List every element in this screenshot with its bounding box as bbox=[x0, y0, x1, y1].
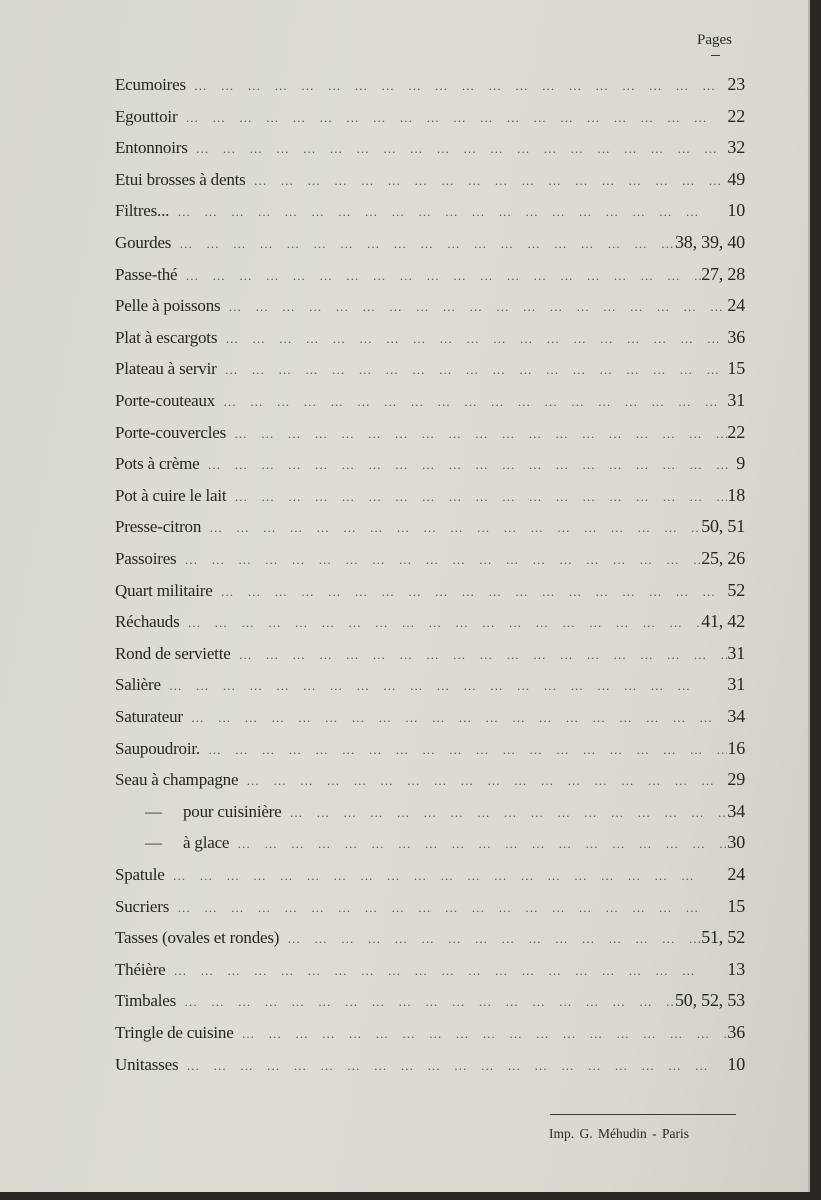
index-entry bbox=[115, 200, 745, 224]
entry-label bbox=[115, 833, 229, 853]
entry-label bbox=[115, 265, 177, 285]
index-entry bbox=[115, 801, 745, 825]
entry-page-numbers: 32 bbox=[727, 137, 745, 158]
entry-label bbox=[115, 739, 200, 759]
dot-leader bbox=[180, 615, 702, 631]
entry-page-numbers: 16 bbox=[727, 737, 745, 758]
index-entry bbox=[115, 106, 745, 130]
index-entry bbox=[115, 327, 745, 351]
dot-leader bbox=[199, 457, 736, 473]
entry-page-numbers: 27, 28 bbox=[701, 263, 745, 284]
entry-label-text: Presse-citron bbox=[115, 517, 202, 537]
entry-label-text: Tasses (ovales et rondes) bbox=[115, 928, 280, 948]
dot-leader bbox=[177, 110, 727, 126]
dot-leader bbox=[176, 552, 701, 568]
index-entry bbox=[115, 580, 745, 604]
entry-label bbox=[115, 107, 177, 127]
index-entry bbox=[115, 738, 745, 762]
dot-leader bbox=[178, 1058, 727, 1074]
ditto-dash: — bbox=[145, 833, 162, 853]
entry-page-numbers: 34 bbox=[727, 706, 745, 726]
index-entry bbox=[115, 611, 745, 635]
index-entry bbox=[115, 358, 745, 382]
dot-leader bbox=[215, 394, 727, 410]
dot-leader bbox=[234, 1026, 728, 1042]
heading-underline bbox=[711, 55, 720, 56]
index-entry bbox=[115, 137, 745, 161]
index-entry bbox=[115, 674, 745, 698]
entry-label-text: Timbales bbox=[115, 991, 177, 1011]
entry-label-text: Ecumoires bbox=[115, 75, 186, 94]
pages-column-heading: Pages bbox=[697, 32, 732, 48]
index-entry bbox=[115, 548, 745, 572]
entry-label bbox=[115, 675, 161, 695]
entry-page-numbers: 10 bbox=[727, 200, 745, 221]
entry-label-text: Plateau à servir bbox=[115, 359, 217, 379]
index-entry bbox=[115, 706, 745, 730]
entry-label bbox=[115, 170, 246, 190]
dot-leader bbox=[188, 141, 728, 157]
entry-page-numbers: 36 bbox=[727, 1022, 745, 1042]
entry-label bbox=[115, 359, 217, 379]
entry-page-numbers: 18 bbox=[727, 484, 745, 505]
footer-rule bbox=[550, 1114, 736, 1115]
entry-page-numbers: 31 bbox=[727, 390, 745, 410]
index-entry bbox=[115, 74, 745, 98]
entry-page-numbers: 9 bbox=[736, 453, 745, 474]
entry-page-numbers: 52 bbox=[727, 579, 745, 600]
dot-leader bbox=[229, 836, 727, 852]
index-entry bbox=[115, 896, 745, 920]
entry-label-text: Tringle de cuisine bbox=[115, 1023, 234, 1042]
entry-label-text: Pot à cuire le lait bbox=[115, 485, 227, 505]
entry-page-numbers: 23 bbox=[727, 74, 745, 94]
entry-label bbox=[115, 201, 169, 221]
index-entry bbox=[115, 1054, 745, 1078]
index-entry bbox=[115, 169, 745, 193]
dot-leader bbox=[226, 489, 727, 505]
entry-label-text: Spatule bbox=[115, 865, 165, 884]
entry-label-text: Théière bbox=[115, 959, 166, 979]
entry-label-text: Saturateur bbox=[115, 707, 183, 726]
index-entry bbox=[115, 232, 745, 256]
entry-label bbox=[115, 865, 165, 885]
entry-page-numbers: 41, 42 bbox=[701, 611, 745, 632]
entry-label bbox=[115, 960, 166, 980]
dot-leader bbox=[176, 994, 675, 1010]
entry-label bbox=[115, 391, 215, 411]
index-entry bbox=[115, 990, 745, 1014]
entry-page-numbers: 30 bbox=[727, 832, 745, 853]
entry-label-text: Entonnoirs bbox=[115, 138, 188, 158]
entry-page-numbers: 31 bbox=[727, 674, 745, 695]
entry-label bbox=[115, 138, 188, 158]
entry-label-text: pour cuisinière bbox=[183, 801, 282, 821]
dot-leader bbox=[171, 236, 675, 252]
entry-page-numbers: 22 bbox=[727, 105, 745, 126]
dot-leader bbox=[217, 331, 727, 347]
entry-label bbox=[115, 486, 226, 506]
dot-leader bbox=[220, 299, 727, 315]
entry-label-text: Rond de serviette bbox=[115, 643, 231, 663]
dot-leader bbox=[166, 963, 728, 979]
entry-label-text: Pelle à poissons bbox=[115, 296, 221, 316]
index-entry bbox=[115, 643, 745, 667]
dot-leader bbox=[201, 520, 701, 536]
index-entry bbox=[115, 769, 745, 793]
entry-label bbox=[115, 517, 201, 537]
entry-label-text: Etui brosses à dents bbox=[115, 169, 246, 189]
dot-leader bbox=[226, 426, 727, 442]
entry-label bbox=[115, 897, 169, 917]
entry-label bbox=[115, 644, 231, 664]
dot-leader bbox=[213, 584, 728, 600]
dot-leader bbox=[165, 868, 728, 884]
entry-label-text: Plat à escargots bbox=[115, 327, 218, 347]
entry-label-text: Porte-couteaux bbox=[115, 391, 216, 410]
dot-leader bbox=[177, 268, 701, 284]
entry-label-text: Sucriers bbox=[115, 896, 170, 916]
entry-page-numbers: 31 bbox=[727, 642, 745, 663]
dot-leader bbox=[238, 773, 727, 789]
entry-label-text: Quart militaire bbox=[115, 580, 213, 600]
index-entry bbox=[115, 390, 745, 414]
entry-label bbox=[115, 581, 213, 601]
entry-label-text: Pots à crème bbox=[115, 454, 200, 474]
index-entry bbox=[115, 485, 745, 509]
entry-page-numbers: 51, 52 bbox=[701, 927, 745, 948]
entry-page-numbers: 34 bbox=[727, 800, 745, 821]
dot-leader bbox=[217, 362, 728, 378]
entry-label bbox=[115, 928, 279, 948]
entry-label bbox=[115, 707, 183, 727]
entry-label bbox=[115, 296, 220, 316]
entry-page-numbers: 36 bbox=[727, 326, 745, 347]
entry-label-text: à glace bbox=[183, 833, 230, 853]
index-entry bbox=[115, 516, 745, 540]
entry-page-numbers: 10 bbox=[727, 1053, 745, 1074]
entry-label bbox=[115, 75, 186, 95]
index-entry bbox=[115, 295, 745, 319]
entry-page-numbers: 24 bbox=[727, 295, 745, 316]
entry-label-text: Porte-couvercles bbox=[115, 422, 227, 442]
index-entry bbox=[115, 832, 745, 856]
entry-label-text: Saupoudroir. bbox=[115, 738, 200, 758]
dot-leader bbox=[183, 710, 728, 726]
entry-label bbox=[115, 612, 180, 632]
entry-page-numbers: 15 bbox=[727, 358, 745, 379]
entry-label bbox=[115, 991, 176, 1011]
ditto-dash: — bbox=[145, 801, 162, 821]
entry-label bbox=[115, 1023, 234, 1043]
entry-label-text: Salière bbox=[115, 675, 161, 695]
entry-label-text: Seau à champagne bbox=[115, 770, 239, 790]
entry-label-text: Filtres... bbox=[115, 201, 170, 221]
entry-page-numbers: 49 bbox=[727, 168, 745, 189]
index-entry bbox=[115, 864, 745, 888]
entry-page-numbers: 29 bbox=[727, 769, 745, 790]
dot-leader bbox=[231, 647, 728, 663]
entry-page-numbers: 13 bbox=[727, 958, 745, 979]
index-entry bbox=[115, 959, 745, 983]
entry-page-numbers: 38, 39, 40 bbox=[674, 232, 745, 252]
index-entry bbox=[115, 927, 745, 951]
entry-page-numbers: 24 bbox=[727, 864, 745, 884]
dot-leader bbox=[279, 931, 701, 947]
dot-leader bbox=[282, 805, 728, 821]
entry-label-text: Réchauds bbox=[115, 612, 180, 632]
entry-label bbox=[115, 328, 217, 348]
entry-page-numbers: 50, 51 bbox=[701, 516, 745, 537]
entry-label bbox=[115, 454, 199, 474]
entry-label bbox=[115, 233, 171, 253]
index-entry bbox=[115, 422, 745, 446]
index-entry bbox=[115, 264, 745, 288]
entry-label-text: Passe-thé bbox=[115, 264, 178, 284]
entry-label bbox=[115, 802, 282, 822]
entry-page-numbers: 22 bbox=[727, 421, 745, 442]
dot-leader bbox=[186, 78, 727, 94]
entry-label bbox=[115, 549, 176, 569]
dot-leader bbox=[169, 900, 727, 916]
entry-label-text: Passoires bbox=[115, 549, 177, 568]
entry-page-numbers: 15 bbox=[727, 895, 745, 916]
entry-label-text: Unitasses bbox=[115, 1054, 179, 1074]
entry-label bbox=[115, 770, 238, 790]
entry-page-numbers: 25, 26 bbox=[701, 548, 745, 568]
entry-label-text: Egouttoir bbox=[115, 106, 178, 126]
dot-leader bbox=[169, 204, 727, 220]
entry-label bbox=[115, 1055, 178, 1075]
entry-label bbox=[115, 423, 226, 443]
index-entry bbox=[115, 453, 745, 477]
dot-leader bbox=[200, 742, 727, 758]
dot-leader bbox=[246, 173, 728, 189]
printer-imprint: Imp. G. Méhudin - Paris bbox=[549, 1126, 689, 1141]
entry-label-text: Gourdes bbox=[115, 233, 172, 252]
entry-page-numbers: 50, 52, 53 bbox=[674, 990, 745, 1011]
dot-leader bbox=[161, 678, 728, 694]
index-entry bbox=[115, 1022, 745, 1046]
